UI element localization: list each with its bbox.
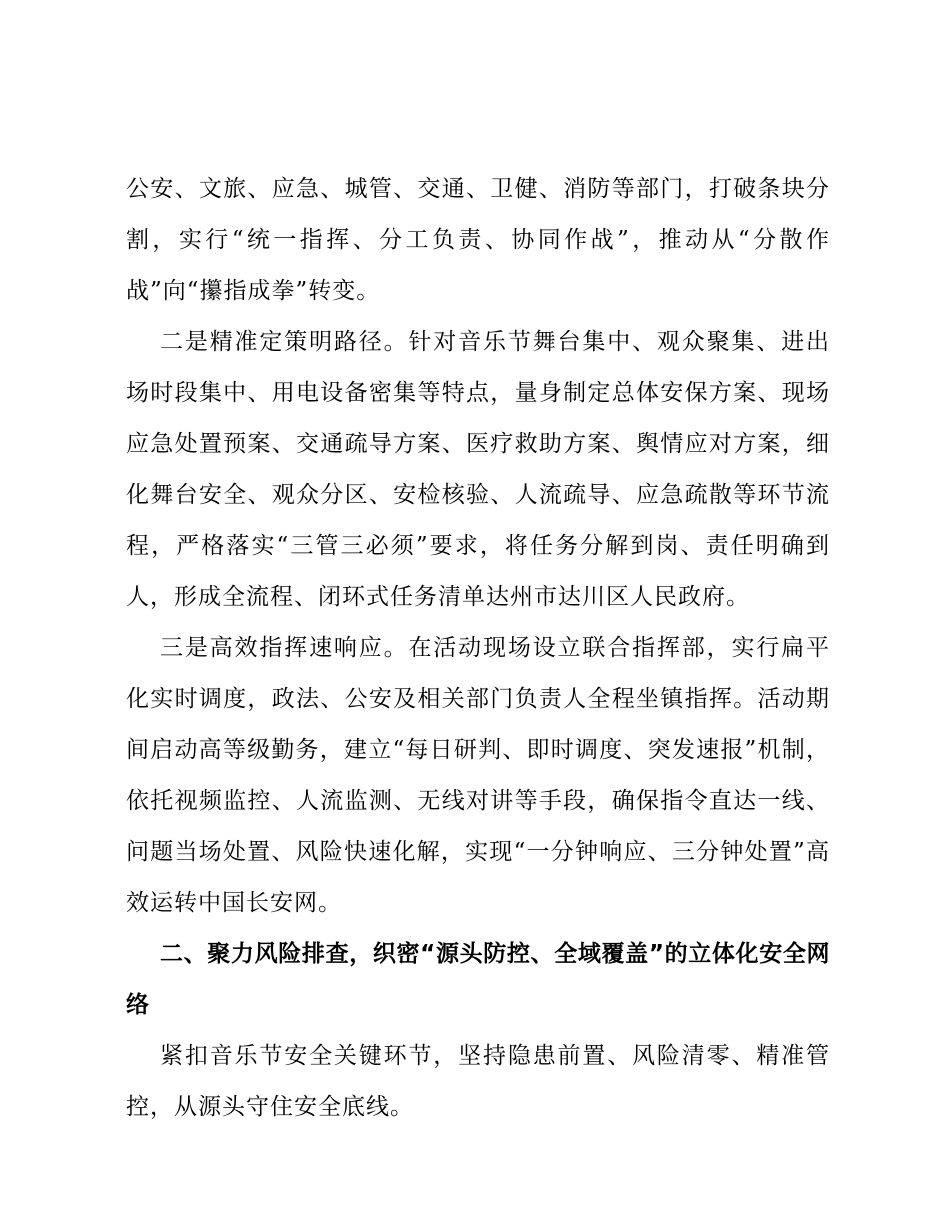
paragraph-efficient-command: 三是高效指挥速响应。在活动现场设立联合指挥部，实行扁平化实时调度，政法、公安及相关部门负责人全程坐镇指挥。活动期间启动高等级勤务，建立“每日研判、即时调度、突发速报”机制，依托视频监控、人流监测、无线对讲等手段，确保指令直达一线、问题当场处置、风险快速化解，实现“一分钟响应、三分钟处置”高效运转中国长安网。 (126, 635, 830, 916)
section-heading-risk-screening: 二、聚力风险排查，织密“源头防控、全域覆盖”的立体化安全网络 (126, 941, 830, 1018)
paragraph-risk-intro: 紧扣音乐节安全关键环节，坚持隐患前置、风险清零、精准管控，从源头守住安全底线。 (126, 1043, 830, 1120)
document-body (126, 164, 830, 1133)
paragraph-continuation: 公安、文旅、应急、城管、交通、卫健、消防等部门，打破条块分割，实行“统一指挥、分工负责、协同作战”，推动从“分散作战”向“攥指成拳”转变。 (126, 176, 830, 304)
paragraph-precise-planning: 二是精准定策明路径。针对音乐节舞台集中、观众聚集、进出场时段集中、用电设备密集等特点，量身制定总体安保方案、现场应急处置预案、交通疏导方案、医疗救助方案、舆情应对方案，细化舞台安全、观众分区、安检核验、人流疏导、应急疏散等环节流程，严格落实“三管三必须”要求，将任务分解到岗、责任明确到人，形成全流程、闭环式任务清单达州市达川区人民政府。 (126, 329, 830, 610)
